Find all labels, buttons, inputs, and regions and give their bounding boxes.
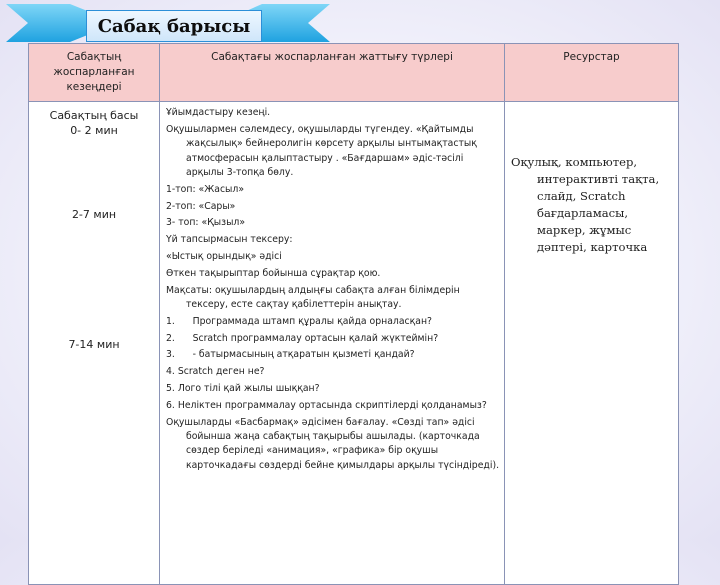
list-item: Оқушыларды «Басбармақ» әдісімен бағалау. «Сөзді тап» әдісі бойынша жаңа сабақтың тақырыбы ашылады. (карточкада сөздер беріледі «анимация», «графика» бір оқушы карточкадағы сөздерді бейне қимылдары арқылы түсіндіреді).: [166, 416, 500, 471]
table-row: [29, 102, 679, 585]
header-resources: Ресурстар: [505, 44, 679, 102]
header-stages: Сабақтың жоспарланған кезеңдері: [29, 44, 160, 102]
list-item: 1-топ: «Жасыл»: [166, 183, 245, 195]
stage-time-2: 2-7 мин: [71, 208, 117, 221]
stage-time-1: 0- 2 мин: [70, 124, 118, 137]
list-item: 4. Scratch деген не?: [166, 366, 265, 378]
list-item: Үй тапсырмасын тексеру:: [166, 234, 293, 246]
list-item: Ұйымдастыру кезеңі.: [166, 107, 271, 118]
resources-text: Оқулық, компьютер, интерактивті тақта, слайд, Scratch бағдарламасы, маркер, жұмыс дәптері, карточка: [511, 155, 660, 254]
list-item: Мақсаты: оқушылардың алдыңғы сабақта алған білімдерін тексеру, есте сақтау қабілеттерін анықтау.: [166, 284, 460, 310]
list-item: Өткен тақырыптар бойынша сұрақтар қою.: [166, 267, 381, 279]
resources-cell: [505, 102, 679, 585]
list-item: 2. Scratch программалау ортасын қалай жүктеймін?: [166, 332, 439, 344]
stages-cell: [29, 102, 160, 585]
exercises-cell: [160, 102, 505, 585]
list-item: 6. Неліктен программалау ортасында скриптілерді қолданамыз?: [166, 399, 487, 411]
list-item: 3- топ: «Қызыл»: [166, 217, 246, 229]
list-item: «Ыстық орындық» әдісі: [166, 251, 282, 262]
page-title: Сабақ барысы: [86, 10, 262, 42]
lesson-plan-table: [28, 43, 679, 585]
list-item: Оқушылармен сәлемдесу, оқушыларды түгендеу. «Қайтымды жақсылық» бейнеролигін көрсету арқылы ынтымақтастық атмосферасын қалыптастыру . «Бағдаршам» әдіс-тәсілі арқылы 3-топқа бөлу.: [166, 123, 477, 179]
list-item: 3. - батырмасының атқаратын қызметі қандай?: [166, 349, 415, 361]
stage-name: Сабақтың басы: [49, 109, 139, 122]
list-item: 1. Программада штамп құралы қайда орналасқан?: [166, 315, 432, 327]
list-item: 2-топ: «Сары»: [166, 200, 236, 212]
table-header-row: [29, 44, 679, 102]
stage-time-3: 7-14 мин: [68, 338, 120, 351]
list-item: 5. Лого тілі қай жылы шыққан?: [166, 382, 320, 394]
header-exercises: Сабақтағы жоспарланған жаттығу түрлері: [160, 44, 505, 102]
